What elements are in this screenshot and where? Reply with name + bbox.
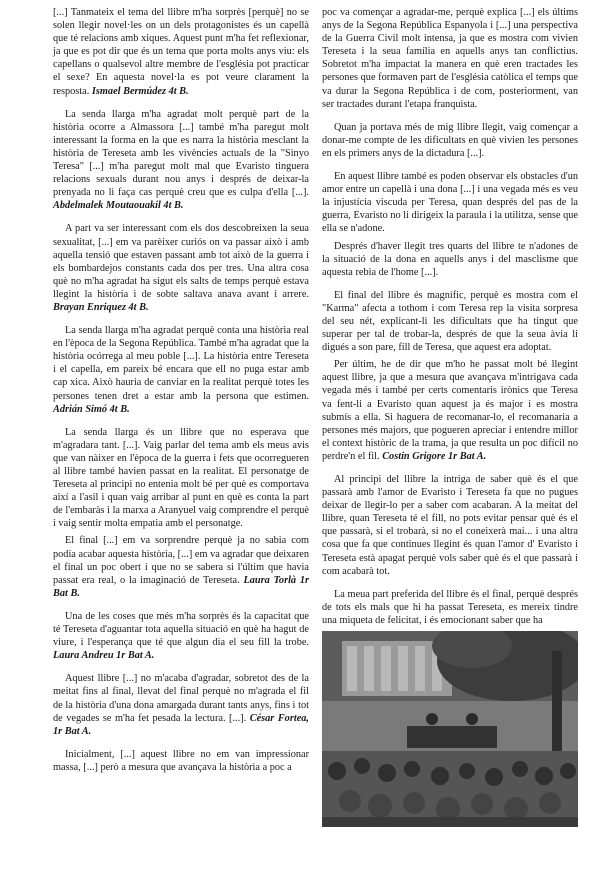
review-paragraph: La senda llarga m'ha agradat molt perquè part de la història ocorre a Almassora [...] també m'ha paregut molt interessant la forma en la que es narra la història mesclant la història de Tereseta amb les vivències actuals de la "Sinyo Teresa" [...] m'ha paregut molt mal que Evaristo tinguera relacions sexuals durant nou anys i després de deixar-la prenyada no li faça cas perquè creu que es culpa d'ella [...]. Abdelmalek Moutaouakil 4t B. [53, 108, 309, 212]
review-paragraph: [...] Tanmateix el tema del llibre m'ha sorprès [perquè] no se solen llegir novel·les on un dels protagonistes és un capellà que té relacions amb xiques. Aquest punt m'ha fet reflexionar, ja que es pot dir que és un tema que porta molts anys viu: els capellans o qualsevol altre membre de l'església pot practicar el sexe? En aquesta novel·la es pot veure clarament la resposta. Ismael Bermúdez 4t B. [53, 7, 309, 97]
review-paragraph: Després d'haver llegit tres quarts del llibre te n'adones de la situació de la dona en aquells anys i del masclisme que aquesta rebia de l'home [...]. [322, 240, 578, 278]
review-author: Brayan Enriquez 4t B. [53, 301, 149, 313]
review-paragraph: A part va ser interessant com els dos descobreixen la seua sexualitat, [...] em va parèixer curiós on va passar això i amb aquella tensió que estaven passant amb tot això de la guerra i els bombardejos constants cada dos per tres. Una altra cosa què no m'ha agradat ha sigut els salts de temps perquè estava llegint la història i de sobte saltava anava avant i arrere. Brayan Enriquez 4t B. [53, 223, 309, 313]
review-author: Costin Grigore 1r Bat A. [382, 450, 487, 462]
review-paragraph: La meua part preferida del llibre és el final, perquè després de tots els mals que hi ha passat Tereseta, es mereix tindre una miqueta de felicitat, i és emocionant saber que ha [322, 588, 578, 626]
review-author: Adrián Simó 4t B. [53, 403, 130, 415]
review-paragraph: Una de les coses que més m'ha sorprès és la capacitat que té Tereseta d'aguantar tota aquella situació en què ha hagut de viure, i l'esperança que té que algun dia el seu fill la trobe. Laura Andreu 1r Bat A. [53, 610, 309, 662]
review-paragraph: Al principi del llibre la intriga de saber què és el que passarà amb l'amor de Evaristo i Tereseta fa que no pugues deixar de llegir-lo per a saber com acabaran. A la meitat del llibre, quan Tereseta té el fill, no pots evitar pensar què és el que passarà, si el trobarà, si no el coneixerà mai... i una altra cosa que fa que continues llegint és quan l'amor d' Evaristo i Tereseta està apagat perquè vols saber què és el que passarà i com acabarà tot. [322, 474, 578, 577]
review-author: Abdelmalek Moutaouakil 4t B. [53, 200, 184, 212]
review-paragraph: Aquest llibre [...] no m'acaba d'agradar, sobretot des de la meitat fins al final, llevat del final perquè no m'agrada el fil de la història d'una dona amargada durant tants anys, fins i tot de vegades se m'ha fet pesada la lectura. [...]. César Fortea, 1r Bat A. [53, 673, 309, 737]
review-paragraph: En aquest llibre també es poden observar els obstacles d'un amor entre un capellà i una dona [...] i una vegada més es veu la injustícia viscuda per Teresa, quan després del pas de la guerra, Evaristo no li dirigeix la paraula i la utilitza, sense que ella se n'adone. [322, 171, 578, 235]
review-paragraph: Per últim, he de dir que m'ho he passat molt bé llegint aquest llibre, ja que a mesura que avançava m'intrigava cada vegada més i també per certs comentaris irònics que Teresa va fent-li a Evaristo quan aquest ja és major i es mostra submís a ella. Si haguera de recomanar-lo, el recomanaria a persones més majors, que pogueren apreciar i entendre millor el context històric de la trama, ja que resulta un poc difícil no perdre'n el fil. Costin Grigore 1r Bat A. [322, 359, 578, 462]
review-author: Laura Andreu 1r Bat A. [53, 650, 155, 662]
review-paragraph: Quan ja portava més de mig llibre llegit, vaig començar a donar-me compte de les dificultats en què vivien les persones en els primers anys de la dictadura [...]. [322, 121, 578, 159]
review-paragraph: Inicialment, [...] aquest llibre no em van impressionar massa, [...] però a mesura que avançava la història a poc a [53, 748, 309, 773]
photo-image [322, 631, 578, 827]
review-author: Laura Torlà 1r Bat B. [53, 574, 310, 599]
outdoor-book-presentation-photo [322, 631, 578, 827]
review-paragraph: El final [...] em va sorprendre perquè ja no sabia com podia acabar aquesta història, [...] em va agradar que deixaren el final un poc obert i que no se sabera si l'últim que havia passat era real, o la imaginació de Tereseta. Laura Torlà 1r Bat B. [53, 535, 310, 599]
review-author: Ismael Bermúdez 4t B. [91, 85, 189, 97]
left-column [53, 6, 309, 784]
review-paragraph: poc va començar a agradar-me, perquè explica [...] els últims anys de la Segona República Espanyola i [...] una perspectiva de la Guerra Civil molt intensa, ja que es mostra com vivien Tereseta i la seua família en aquells anys tan conflictius. Sobretot m'ha impactat la manera en què eren tractades les persones que formaven part de l'església catòlica el temps que va durar la Segona República i de com, posteriorment, van ser tractades durant l'etapa franquista. [322, 7, 578, 110]
review-author: César Fortea, 1r Bat A. [53, 712, 309, 737]
review-paragraph: La senda llarga és un llibre que no esperava que m'agradara tant. [...]. Vaig parlar del tema amb els meus avis que van nàixer en l'època de la guerra i fets que ocorregueren al llibre també havien passat en la realitat. El personatge de Tereseta al principi no entenia molt bé per què es comportava així a l'asil i quan vaig arribar al punt en què es conta la part de l'embaràs i la marxa a Aranyuel vaig comprendre el perquè i vaig sentir molta empatia amb el personatge. [53, 426, 309, 530]
review-paragraph: La senda llarga m'ha agradat perquè conta una història real en l'època de la Segona República. També m'ha agradat que la història ocórrega al meu poble [...]. La història entre Tereseta i el capella, em pareix bé encara que ell no puga estar amb cap xica. Això hauria de canviar en la realitat perquè totes les persones tenen dret a estar amb la persona que estimen. Adrián Simó 4t B. [53, 325, 309, 415]
review-paragraph: El final del llibre és magnífic, perquè es mostra com el "Karma" afecta a tothom i com Teresa rep la visita sorpresa del seu nét, explicant-li les dificultats que ha tingut que superar per tal de trobar-la, després de que la seua àvia li digués a son pare, fill de Teresa, que aquest era adoptat. [322, 289, 578, 354]
right-column [322, 6, 578, 827]
